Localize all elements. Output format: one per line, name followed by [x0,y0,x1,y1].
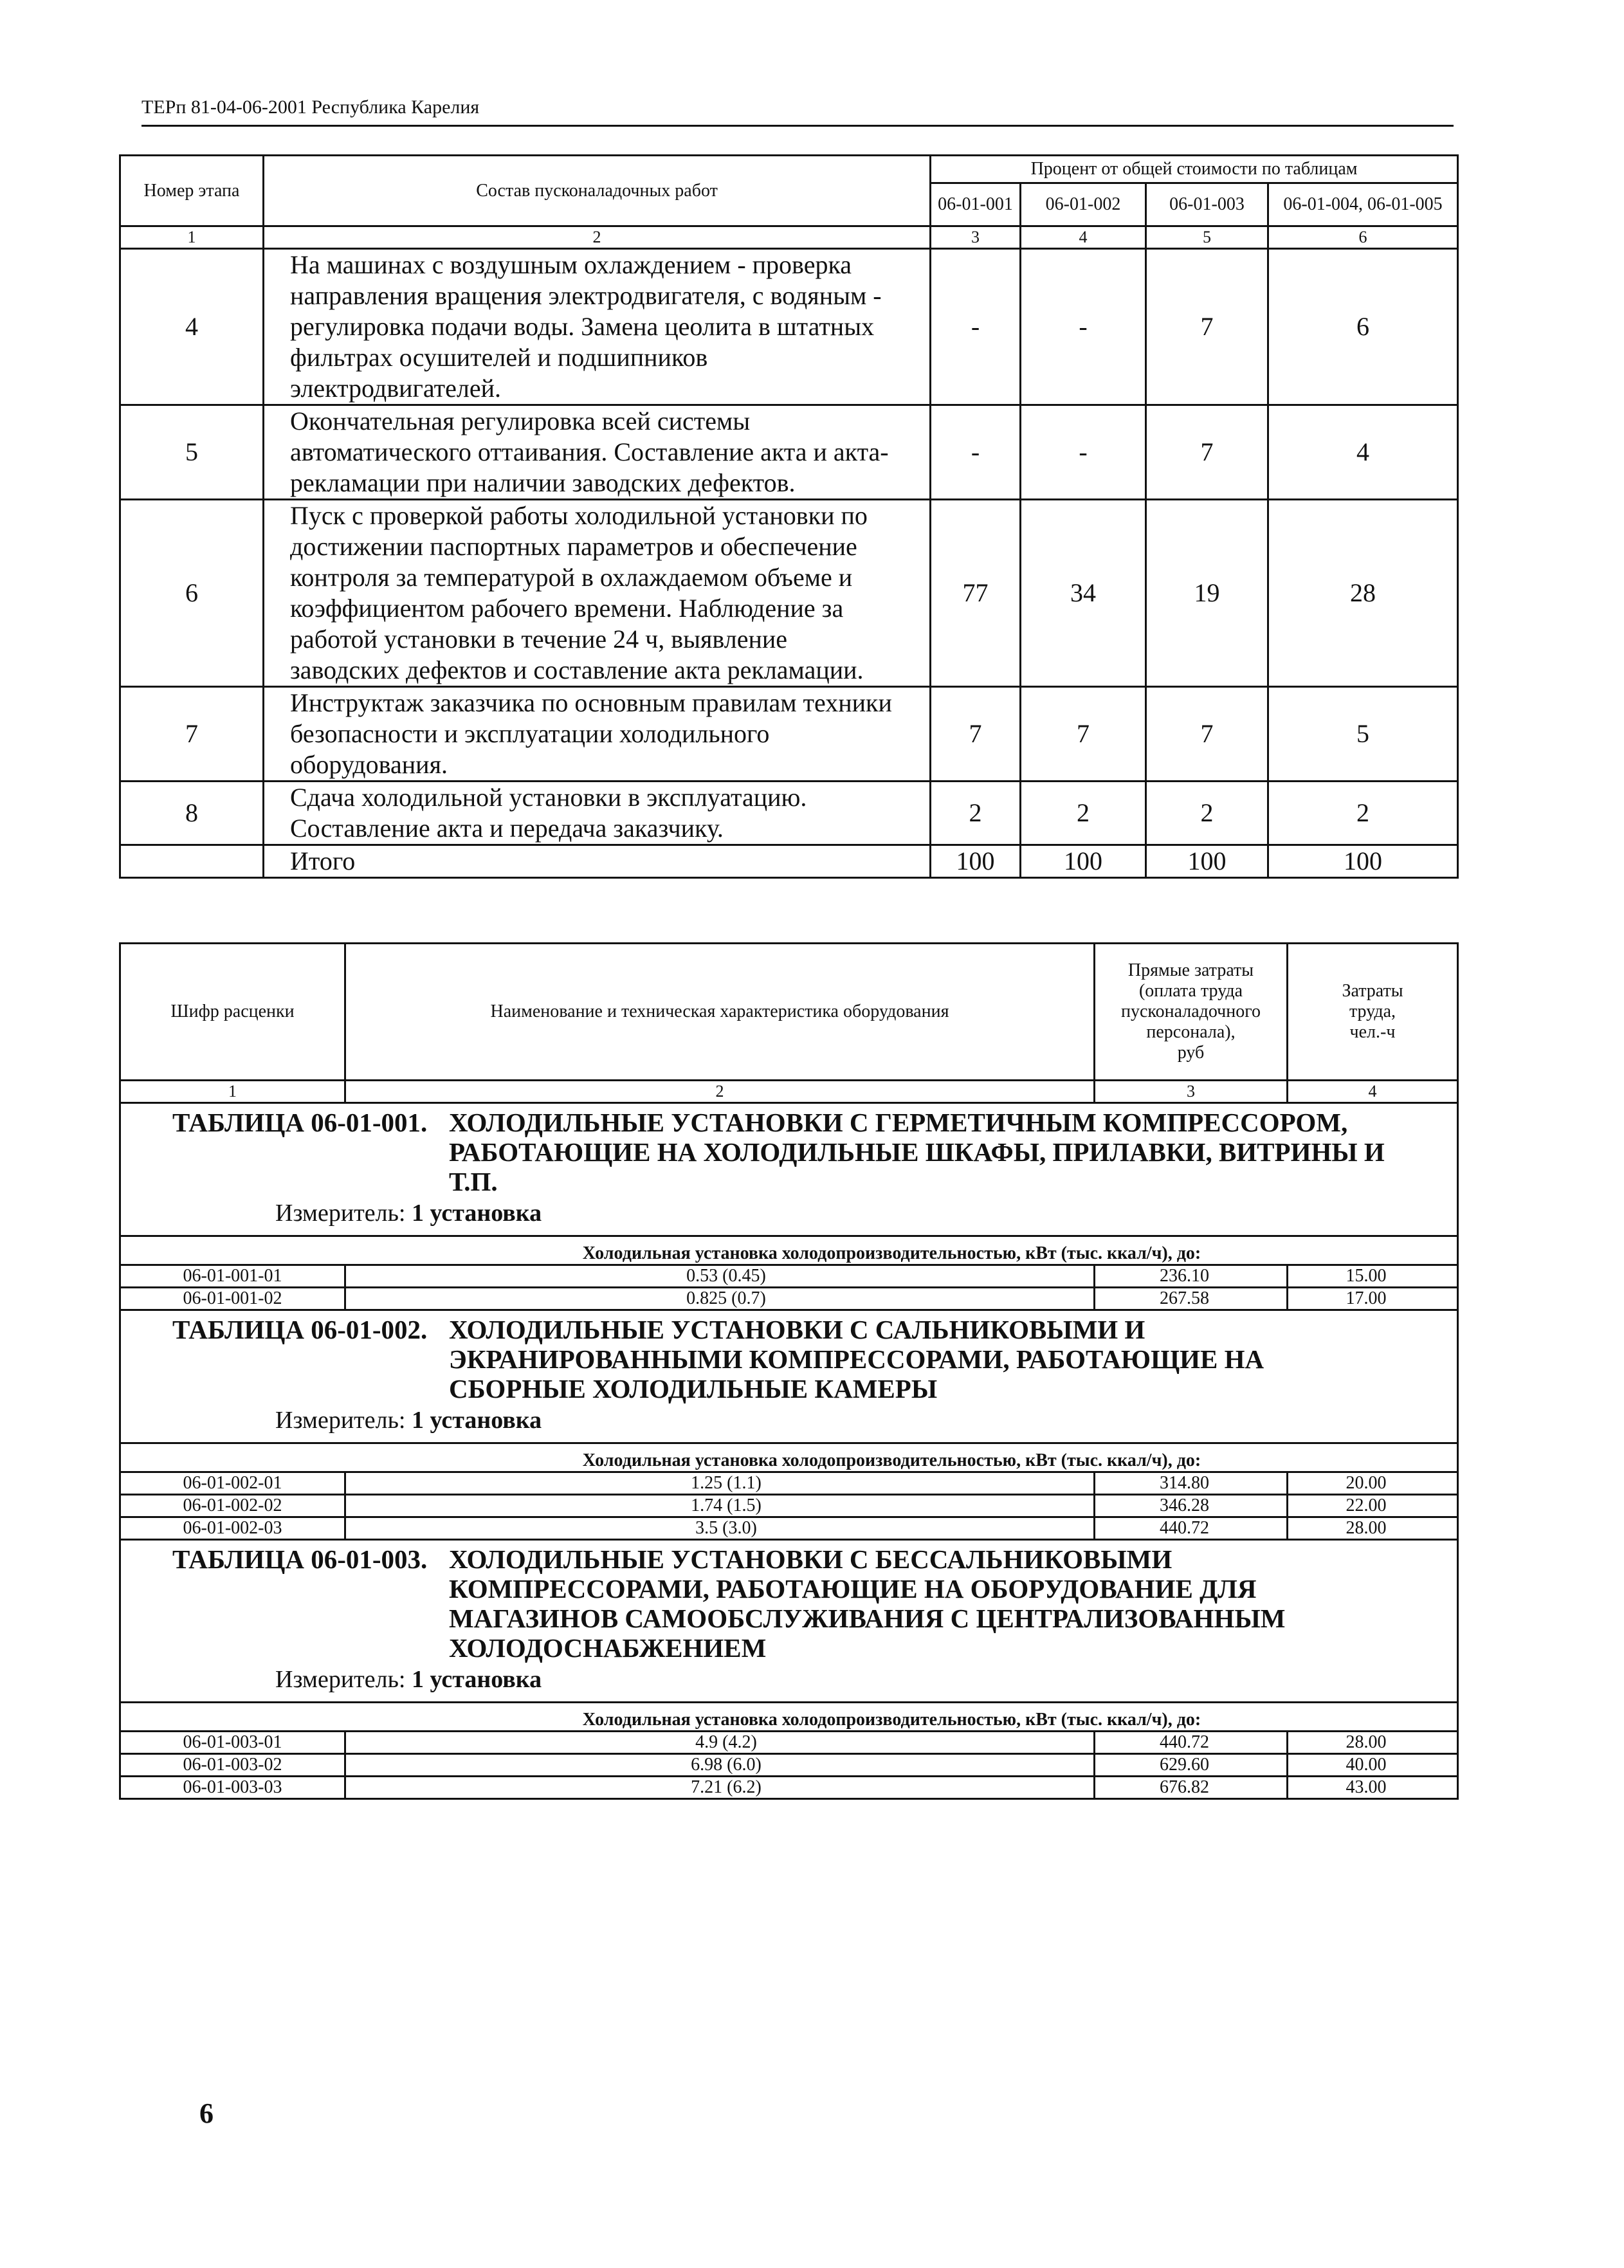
cost-header-line: (оплата труда [1138,981,1243,1001]
measure-label: Измеритель: [275,1666,406,1693]
col-number: 6 [1268,226,1458,249]
measure-value: 1 установка [412,1200,542,1227]
rate-code: 06-01-001-02 [120,1288,345,1310]
rate-cost: 629.60 [1095,1754,1288,1777]
section-title [121,1311,1457,1404]
desc-line: коэффициентом рабочего времени. Наблюдение за [290,594,844,623]
rate-labor: 40.00 [1288,1754,1458,1777]
rate-code: 06-01-003-02 [120,1754,345,1777]
percent-value: - [1021,249,1146,405]
rate-labor: 22.00 [1288,1495,1458,1517]
section-heading [120,1103,1458,1236]
desc-line: направления вращения электродвигателя, с водяным - [290,281,882,310]
stage-row [120,405,1458,500]
percent-value: 2 [1021,782,1146,845]
rate-name: 3.5 (3.0) [345,1517,1095,1540]
rates-header-row [120,944,1458,1081]
rates-table [119,942,1459,1800]
section-title [121,1104,1457,1196]
rate-cost: 676.82 [1095,1777,1288,1799]
desc-line: работой установки в течение 24 ч, выявление [290,625,788,654]
stage-number: 8 [120,782,264,845]
rate-name: 7.21 (6.2) [345,1777,1095,1799]
rate-labor: 15.00 [1288,1265,1458,1288]
total-value: 100 [1268,845,1458,878]
percent-value: 34 [1021,500,1146,687]
section-measure [121,1404,1457,1442]
stage-number: 5 [120,405,264,500]
rate-row [120,1732,1458,1754]
parameter-caption: Холодильная установка холодопроизводительностью, кВт (тыс. ккал/ч), до: [120,1236,1458,1265]
percent-value: 19 [1146,500,1268,687]
desc-line: рекламации при наличии заводских дефектов. [290,468,796,497]
rate-cost: 314.80 [1095,1472,1288,1495]
desc-line: безопасности и эксплуатации холодильного [290,719,770,748]
stage-description [264,249,931,405]
desc-line: контроля за температурой в охлаждаемом объеме и [290,563,853,592]
cost-header-line: руб [1177,1043,1205,1063]
section-title [121,1541,1457,1663]
stage-number: 7 [120,687,264,782]
percent-value: 4 [1268,405,1458,500]
stage-description [264,687,931,782]
section-measure [121,1196,1457,1235]
section-heading [120,1310,1458,1443]
col-header-06-01-003: 06-01-003 [1146,183,1268,226]
stage-row [120,249,1458,405]
stage-row [120,687,1458,782]
stage-number-header: Номер этапа [120,156,264,226]
rate-labor: 28.00 [1288,1732,1458,1754]
rate-code: 06-01-002-01 [120,1472,345,1495]
section-label: ТАБЛИЦА 06-01-003. [172,1544,428,1574]
desc-line: оборудования. [290,750,448,779]
desc-line: Инструктаж заказчика по основным правилам техники [290,688,892,717]
cost-header-line: пусконаладочного [1120,1001,1261,1021]
percent-value: - [931,249,1021,405]
percent-value: 7 [931,687,1021,782]
stage-row [120,782,1458,845]
desc-line: достижении паспортных параметров и обеспечение [290,532,857,561]
col-number: 5 [1146,226,1268,249]
stages-header-row [120,156,1458,183]
section-label: ТАБЛИЦА 06-01-002. [172,1315,428,1344]
labor-header [1288,944,1458,1081]
rate-code: 06-01-003-01 [120,1732,345,1754]
rate-labor: 20.00 [1288,1472,1458,1495]
total-label: Итого [264,845,931,878]
rate-labor: 28.00 [1288,1517,1458,1540]
desc-line: электродвигателей. [290,374,502,403]
labor-header-line: чел.-ч [1349,1022,1396,1042]
section-title-text: ХОЛОДИЛЬНЫЕ УСТАНОВКИ С САЛЬНИКОВЫМИ И ЭКРАНИРОВАННЫМИ КОМПРЕССОРАМИ, РАБОТАЮЩИЕ НА СБОРНЫЕ ХОЛОДИЛЬНЫЕ КАМЕРЫ [449,1315,1264,1404]
section-heading-row [120,1310,1458,1443]
section-heading-row [120,1103,1458,1236]
rate-name: 1.25 (1.1) [345,1472,1095,1495]
rate-code: 06-01-001-01 [120,1265,345,1288]
rate-row [120,1495,1458,1517]
col-number: 3 [931,226,1021,249]
measure-label: Измеритель: [275,1200,406,1227]
cost-header-line: персонала), [1146,1022,1236,1042]
rate-name: 0.53 (0.45) [345,1265,1095,1288]
col-number: 1 [120,1081,345,1103]
section-heading-row [120,1540,1458,1703]
percent-value: 2 [931,782,1021,845]
col-number: 4 [1021,226,1146,249]
total-value: 100 [1146,845,1268,878]
rate-labor: 43.00 [1288,1777,1458,1799]
parameter-caption: Холодильная установка холодопроизводительностью, кВт (тыс. ккал/ч), до: [120,1443,1458,1472]
total-value: 100 [931,845,1021,878]
stages-colnum-row [120,226,1458,249]
percent-value: - [931,405,1021,500]
rate-cost: 346.28 [1095,1495,1288,1517]
section-title-text: ХОЛОДИЛЬНЫЕ УСТАНОВКИ С ГЕРМЕТИЧНЫМ КОМПРЕССОРОМ, РАБОТАЮЩИЕ НА ХОЛОДИЛЬНЫЕ ШКАФЫ, ПРИЛАВКИ, ВИТРИНЫ И Т.П. [449,1108,1385,1196]
stages-table [119,154,1459,879]
rate-row [120,1777,1458,1799]
rate-code: 06-01-002-02 [120,1495,345,1517]
rate-row [120,1265,1458,1288]
name-header: Наименование и техническая характеристика оборудования [345,944,1095,1081]
percent-value: - [1021,405,1146,500]
rate-labor: 17.00 [1288,1288,1458,1310]
rates-colnum-row [120,1081,1458,1103]
section-measure [121,1663,1457,1701]
section-heading [120,1540,1458,1703]
percent-value: 2 [1268,782,1458,845]
col-header-06-01-002: 06-01-002 [1021,183,1146,226]
rate-row [120,1288,1458,1310]
works-header: Состав пусконаладочных работ [264,156,931,226]
rate-name: 0.825 (0.7) [345,1288,1095,1310]
desc-line: На машинах с воздушным охлаждением - проверка [290,250,852,279]
desc-line: фильтрах осушителей и подшипников [290,343,708,372]
cost-header-line: Прямые затраты [1127,960,1254,980]
document-header: ТЕРп 81-04-06-2001 Республика Карелия [141,96,480,118]
col-header-06-01-004: 06-01-004, 06-01-005 [1268,183,1458,226]
rate-cost: 236.10 [1095,1265,1288,1288]
stage-number: 4 [120,249,264,405]
stage-description [264,782,931,845]
stage-number: 6 [120,500,264,687]
desc-line: заводских дефектов и составление акта рекламации. [290,655,864,684]
header-rule [141,125,1454,127]
col-number: 1 [120,226,264,249]
percent-value: 5 [1268,687,1458,782]
col-number: 2 [345,1081,1095,1103]
percent-value: 2 [1146,782,1268,845]
rate-cost: 267.58 [1095,1288,1288,1310]
desc-line: Составление акта и передача заказчику. [290,814,724,843]
rate-name: 1.74 (1.5) [345,1495,1095,1517]
total-empty-cell [120,845,264,878]
labor-header-line: Затраты [1342,981,1403,1001]
percent-value: 7 [1146,249,1268,405]
rate-cost: 440.72 [1095,1517,1288,1540]
param-row [120,1703,1458,1732]
measure-value: 1 установка [412,1407,542,1434]
rate-name: 6.98 (6.0) [345,1754,1095,1777]
percent-value: 7 [1146,405,1268,500]
section-label: ТАБЛИЦА 06-01-001. [172,1108,428,1137]
rate-code: 06-01-002-03 [120,1517,345,1540]
col-number: 4 [1288,1081,1458,1103]
rate-cost: 440.72 [1095,1732,1288,1754]
rate-row [120,1517,1458,1540]
percent-value: 7 [1021,687,1146,782]
percent-group-header: Процент от общей стоимости по таблицам [931,156,1458,183]
percent-value: 28 [1268,500,1458,687]
desc-line: Пуск с проверкой работы холодильной установки по [290,501,868,530]
measure-label: Измеритель: [275,1407,406,1434]
percent-value: 7 [1146,687,1268,782]
rate-code: 06-01-003-03 [120,1777,345,1799]
rate-row [120,1472,1458,1495]
total-row [120,845,1458,878]
cost-header [1095,944,1288,1081]
col-header-06-01-001: 06-01-001 [931,183,1021,226]
stage-description [264,405,931,500]
desc-line: Окончательная регулировка всей системы [290,407,751,435]
desc-line: автоматического оттаивания. Составление акта и акта- [290,437,889,466]
code-header: Шифр расценки [120,944,345,1081]
desc-line: регулировка подачи воды. Замена цеолита в штатных [290,312,875,341]
parameter-caption: Холодильная установка холодопроизводительностью, кВт (тыс. ккал/ч), до: [120,1703,1458,1732]
section-title-text: ХОЛОДИЛЬНЫЕ УСТАНОВКИ С БЕССАЛЬНИКОВЫМИ КОМПРЕССОРАМИ, РАБОТАЮЩИЕ НА ОБОРУДОВАНИЕ ДЛЯ МАГАЗИНОВ САМООБСЛУЖИВАНИЯ С ЦЕНТРАЛИЗОВАННЫМ ХОЛОДОСНАБЖЕНИЕМ [449,1544,1286,1663]
total-value: 100 [1021,845,1146,878]
stage-description [264,500,931,687]
param-row [120,1236,1458,1265]
page-number: 6 [199,2098,214,2129]
desc-line: Сдача холодильной установки в эксплуатацию. [290,783,807,812]
col-number: 2 [264,226,931,249]
param-row [120,1443,1458,1472]
rate-name: 4.9 (4.2) [345,1732,1095,1754]
col-number: 3 [1095,1081,1288,1103]
measure-value: 1 установка [412,1666,542,1693]
rate-row [120,1754,1458,1777]
stage-row [120,500,1458,687]
percent-value: 6 [1268,249,1458,405]
percent-value: 77 [931,500,1021,687]
labor-header-line: труда, [1349,1001,1396,1021]
